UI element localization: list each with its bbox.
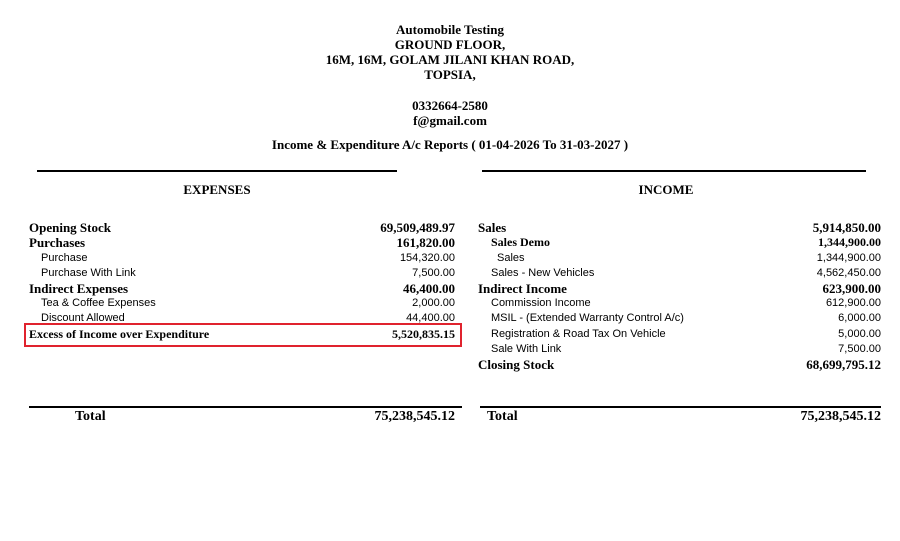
income-row-sale-with-link <box>491 342 881 357</box>
row-amount: 5,520,835.15 <box>392 327 455 341</box>
expense-row-tea-coffee <box>41 296 455 311</box>
income-row-sales-demo <box>491 235 881 250</box>
income-total-amount: 75,238,545.12 <box>800 409 881 424</box>
row-label: Purchases <box>29 235 86 250</box>
row-label: Sales - New Vehicles <box>491 267 595 279</box>
expenses-top-rule <box>37 170 397 172</box>
company-email: f@gmail.com <box>413 113 487 128</box>
income-top-rule <box>482 170 866 172</box>
row-label: Indirect Expenses <box>29 281 129 296</box>
row-label: Registration & Road Tax On Vehicle <box>491 328 666 340</box>
row-amount: 4,562,450.00 <box>816 267 881 279</box>
income-row-sales <box>478 220 881 235</box>
row-amount: 5,914,850.00 <box>812 220 881 235</box>
company-address-line-2: 16M, 16M, GOLAM JILANI KHAN ROAD, <box>325 52 575 67</box>
income-row-sales-sub <box>497 251 881 266</box>
row-amount: 7,500.00 <box>838 343 881 355</box>
row-label: Sale With Link <box>491 343 562 355</box>
row-label: Purchase With Link <box>41 267 136 279</box>
row-amount: 69,509,489.97 <box>380 220 455 235</box>
row-label: Sales <box>497 252 525 264</box>
row-amount: 161,820.00 <box>396 235 455 250</box>
row-label: Closing Stock <box>478 357 555 372</box>
expenses-total-amount: 75,238,545.12 <box>374 409 455 424</box>
row-amount: 68,699,795.12 <box>806 357 881 372</box>
expense-row-excess-income <box>29 327 455 342</box>
row-amount: 1,344,900.00 <box>818 235 881 249</box>
company-header <box>0 22 900 82</box>
row-label: Opening Stock <box>29 220 111 235</box>
row-amount: 1,344,900.00 <box>816 252 881 264</box>
expenses-total-label: Total <box>75 409 106 424</box>
income-row-commission-income <box>491 296 881 311</box>
row-amount: 2,000.00 <box>412 297 455 309</box>
expense-row-opening-stock <box>29 220 455 235</box>
row-label: Excess of Income over Expenditure <box>29 327 210 341</box>
income-total-label: Total <box>487 409 518 424</box>
income-heading: INCOME <box>638 182 694 197</box>
income-row-indirect-income <box>478 281 881 296</box>
income-row-registration <box>491 327 881 342</box>
row-label: Sales <box>478 220 507 235</box>
report-title: Income & Expenditure A/c Reports ( 01-04-2026 To 31-03-2027 ) <box>271 137 629 152</box>
row-amount: 7,500.00 <box>412 267 455 279</box>
company-contact <box>0 98 900 128</box>
row-amount: 623,900.00 <box>822 281 881 296</box>
row-label: Discount Allowed <box>41 312 125 324</box>
row-amount: 6,000.00 <box>838 312 881 324</box>
expense-row-indirect-expenses <box>29 281 455 296</box>
expense-row-purchase-with-link <box>41 266 455 281</box>
company-address-line-3: TOPSIA, <box>424 67 476 82</box>
row-amount: 46,400.00 <box>403 281 455 296</box>
row-label: Commission Income <box>491 297 591 309</box>
row-label: Tea & Coffee Expenses <box>41 297 156 309</box>
row-amount: 44,400.00 <box>406 312 455 324</box>
income-row-sales-new-vehicles <box>491 266 881 281</box>
expense-row-purchases <box>29 235 455 250</box>
expenses-heading: EXPENSES <box>183 182 251 197</box>
row-label: MSIL - (Extended Warranty Control A/c) <box>491 312 684 324</box>
report-title-wrap <box>0 137 900 152</box>
company-phone: 0332664-2580 <box>412 98 488 113</box>
row-amount: 5,000.00 <box>838 328 881 340</box>
row-label: Purchase <box>41 252 88 264</box>
company-name: Automobile Testing <box>396 22 504 37</box>
income-row-closing-stock <box>478 357 881 372</box>
company-address-line-1: GROUND FLOOR, <box>394 37 506 52</box>
row-amount: 154,320.00 <box>399 252 455 264</box>
row-amount: 612,900.00 <box>825 297 881 309</box>
expense-row-purchase <box>41 251 455 266</box>
income-row-msil <box>491 311 881 326</box>
row-label: Indirect Income <box>478 281 567 296</box>
row-label: Sales Demo <box>491 235 550 249</box>
